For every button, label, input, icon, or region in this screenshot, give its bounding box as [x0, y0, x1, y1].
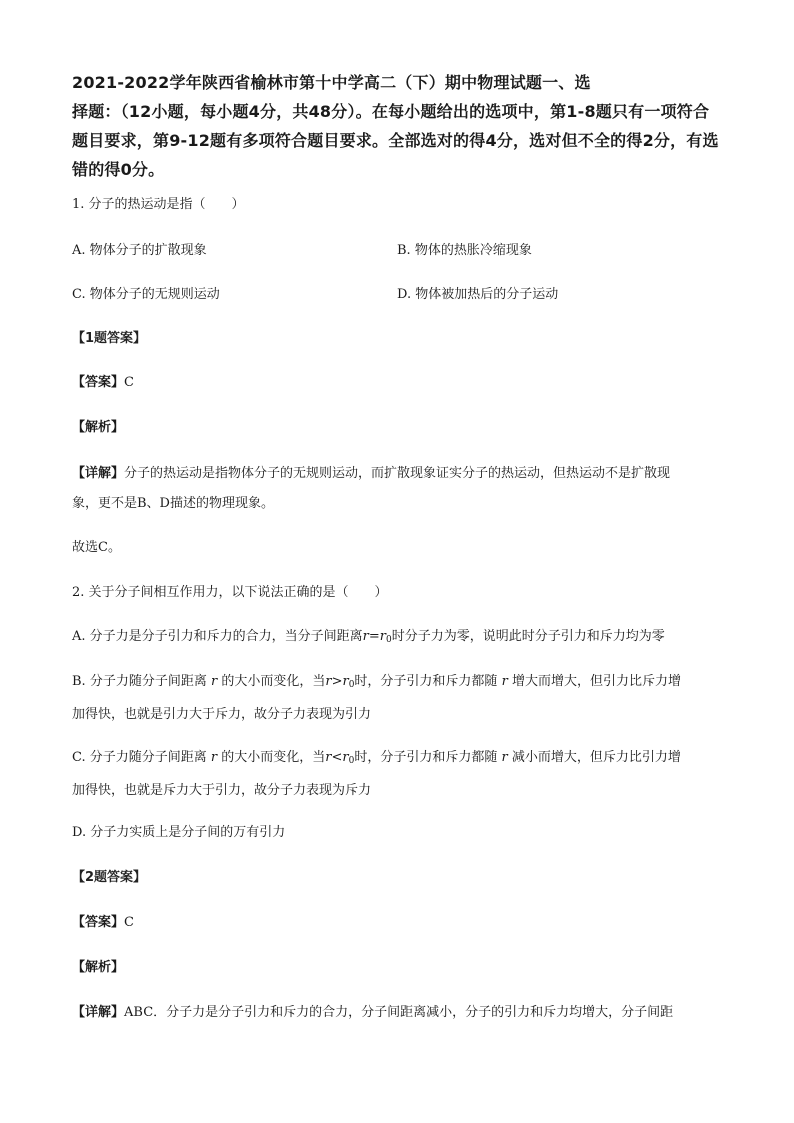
q1-option-c: C. 物体分子的无规则运动	[72, 287, 220, 302]
q2-option-c	[72, 743, 722, 806]
q1-detail-label: 【详解】	[72, 466, 125, 481]
q2-option-b-text: B. 分子力随分子间距离	[72, 674, 207, 689]
q1-analysis-label: 【解析】	[72, 420, 125, 435]
heading-line-1: 2021-2022学年陕西省榆林市第十中学高二（下）期中物理试题一、选	[72, 73, 591, 92]
q1-answer-label: 【答案】	[72, 375, 125, 390]
var-r0: r	[342, 750, 349, 765]
q2-answer-value: C	[124, 915, 134, 930]
q2-option-c-line-2: 加得快，也就是斥力大于引力，故分子力表现为斥力	[72, 783, 372, 798]
q1-detail-line-2: 象，更不是B、D描述的物理现象。	[72, 496, 274, 511]
var-r: r	[325, 674, 332, 689]
symbol-lt: <	[331, 750, 343, 765]
subscript-0: 0	[348, 680, 355, 690]
q1-option-d: D. 物体被加热后的分子运动	[397, 287, 559, 302]
var-r0: r	[342, 674, 349, 689]
q1-conclusion: 故选C。	[72, 540, 121, 555]
q1-detail	[72, 459, 722, 519]
document-heading	[72, 68, 724, 184]
q2-analysis-label: 【解析】	[72, 960, 125, 975]
q2-option-b	[72, 667, 722, 730]
q2-option-a-text-end: 时分子力为零，说明此时分子引力和斥力均为零	[391, 629, 665, 644]
q1-answer	[72, 368, 722, 398]
var-r: r	[501, 750, 508, 765]
subscript-0: 0	[386, 635, 392, 645]
var-r: r	[210, 674, 218, 689]
var-r: r	[362, 629, 369, 644]
q2-option-c-end: 减小而增大，但斥力比引力增	[511, 750, 681, 765]
q2-answer-label: 【答案】	[72, 915, 125, 930]
q2-option-c-text: C. 分子力随分子间距离	[72, 750, 207, 765]
var-r: r	[210, 750, 218, 765]
q2-option-c-mid1: 的大小而变化，当	[221, 750, 326, 765]
q2-option-a	[72, 622, 722, 655]
q2-detail-label: 【详解】	[72, 1005, 125, 1020]
q1-answer-value: C	[124, 375, 134, 390]
heading-line-2: 择题：（12小题，每小题4分，共48分）。在每小题给出的选项中，第1-8题只有一项符合	[72, 102, 710, 121]
q2-stem: 2. 关于分子间相互作用力，以下说法正确的是（ ）	[72, 585, 388, 600]
q2-option-b-end: 增大而增大，但引力比斥力增	[511, 674, 681, 689]
q2-option-b-mid1: 的大小而变化，当	[221, 674, 326, 689]
var-r0: r	[379, 629, 386, 644]
heading-line-4: 错的得0分。	[72, 160, 165, 179]
q2-detail-line-1: ABC．分子力是分子引力和斥力的合力，分子间距离减小，分子的引力和斥力均增大，分子间距	[124, 1005, 674, 1020]
var-r: r	[501, 674, 508, 689]
q2-option-b-line-2: 加得快，也就是引力大于斥力，故分子力表现为引力	[72, 707, 372, 722]
q1-stem: 1. 分子的热运动是指（ ）	[72, 197, 245, 212]
q2-option-a-text: A. 分子力是分子引力和斥力的合力，当分子间距离	[72, 629, 363, 644]
q2-option-d: D. 分子力实质上是分子间的万有引力	[72, 825, 286, 840]
q2-section-label: 【2题答案】	[72, 870, 147, 885]
q2-detail	[72, 998, 722, 1028]
subscript-0: 0	[348, 756, 355, 766]
symbol-gt: >	[331, 674, 343, 689]
q2-option-b-mid2: 时，分子引力和斥力都随	[354, 674, 498, 689]
q1-option-b: B. 物体的热胀冷缩现象	[397, 243, 532, 258]
q1-option-a: A. 物体分子的扩散现象	[72, 243, 207, 258]
var-r: r	[325, 750, 332, 765]
q1-section-label: 【1题答案】	[72, 331, 147, 346]
heading-line-3: 题目要求，第9-12题有多项符合题目要求。全部选对的得4分，选对但不全的得2分，有选	[72, 131, 719, 150]
q1-detail-line-1: 分子的热运动是指物体分子的无规则运动，而扩散现象证实分子的热运动，但热运动不是扩散现	[124, 466, 671, 481]
symbol-eq: =	[368, 629, 380, 644]
q2-option-c-mid2: 时，分子引力和斥力都随	[354, 750, 498, 765]
q2-answer	[72, 908, 722, 938]
